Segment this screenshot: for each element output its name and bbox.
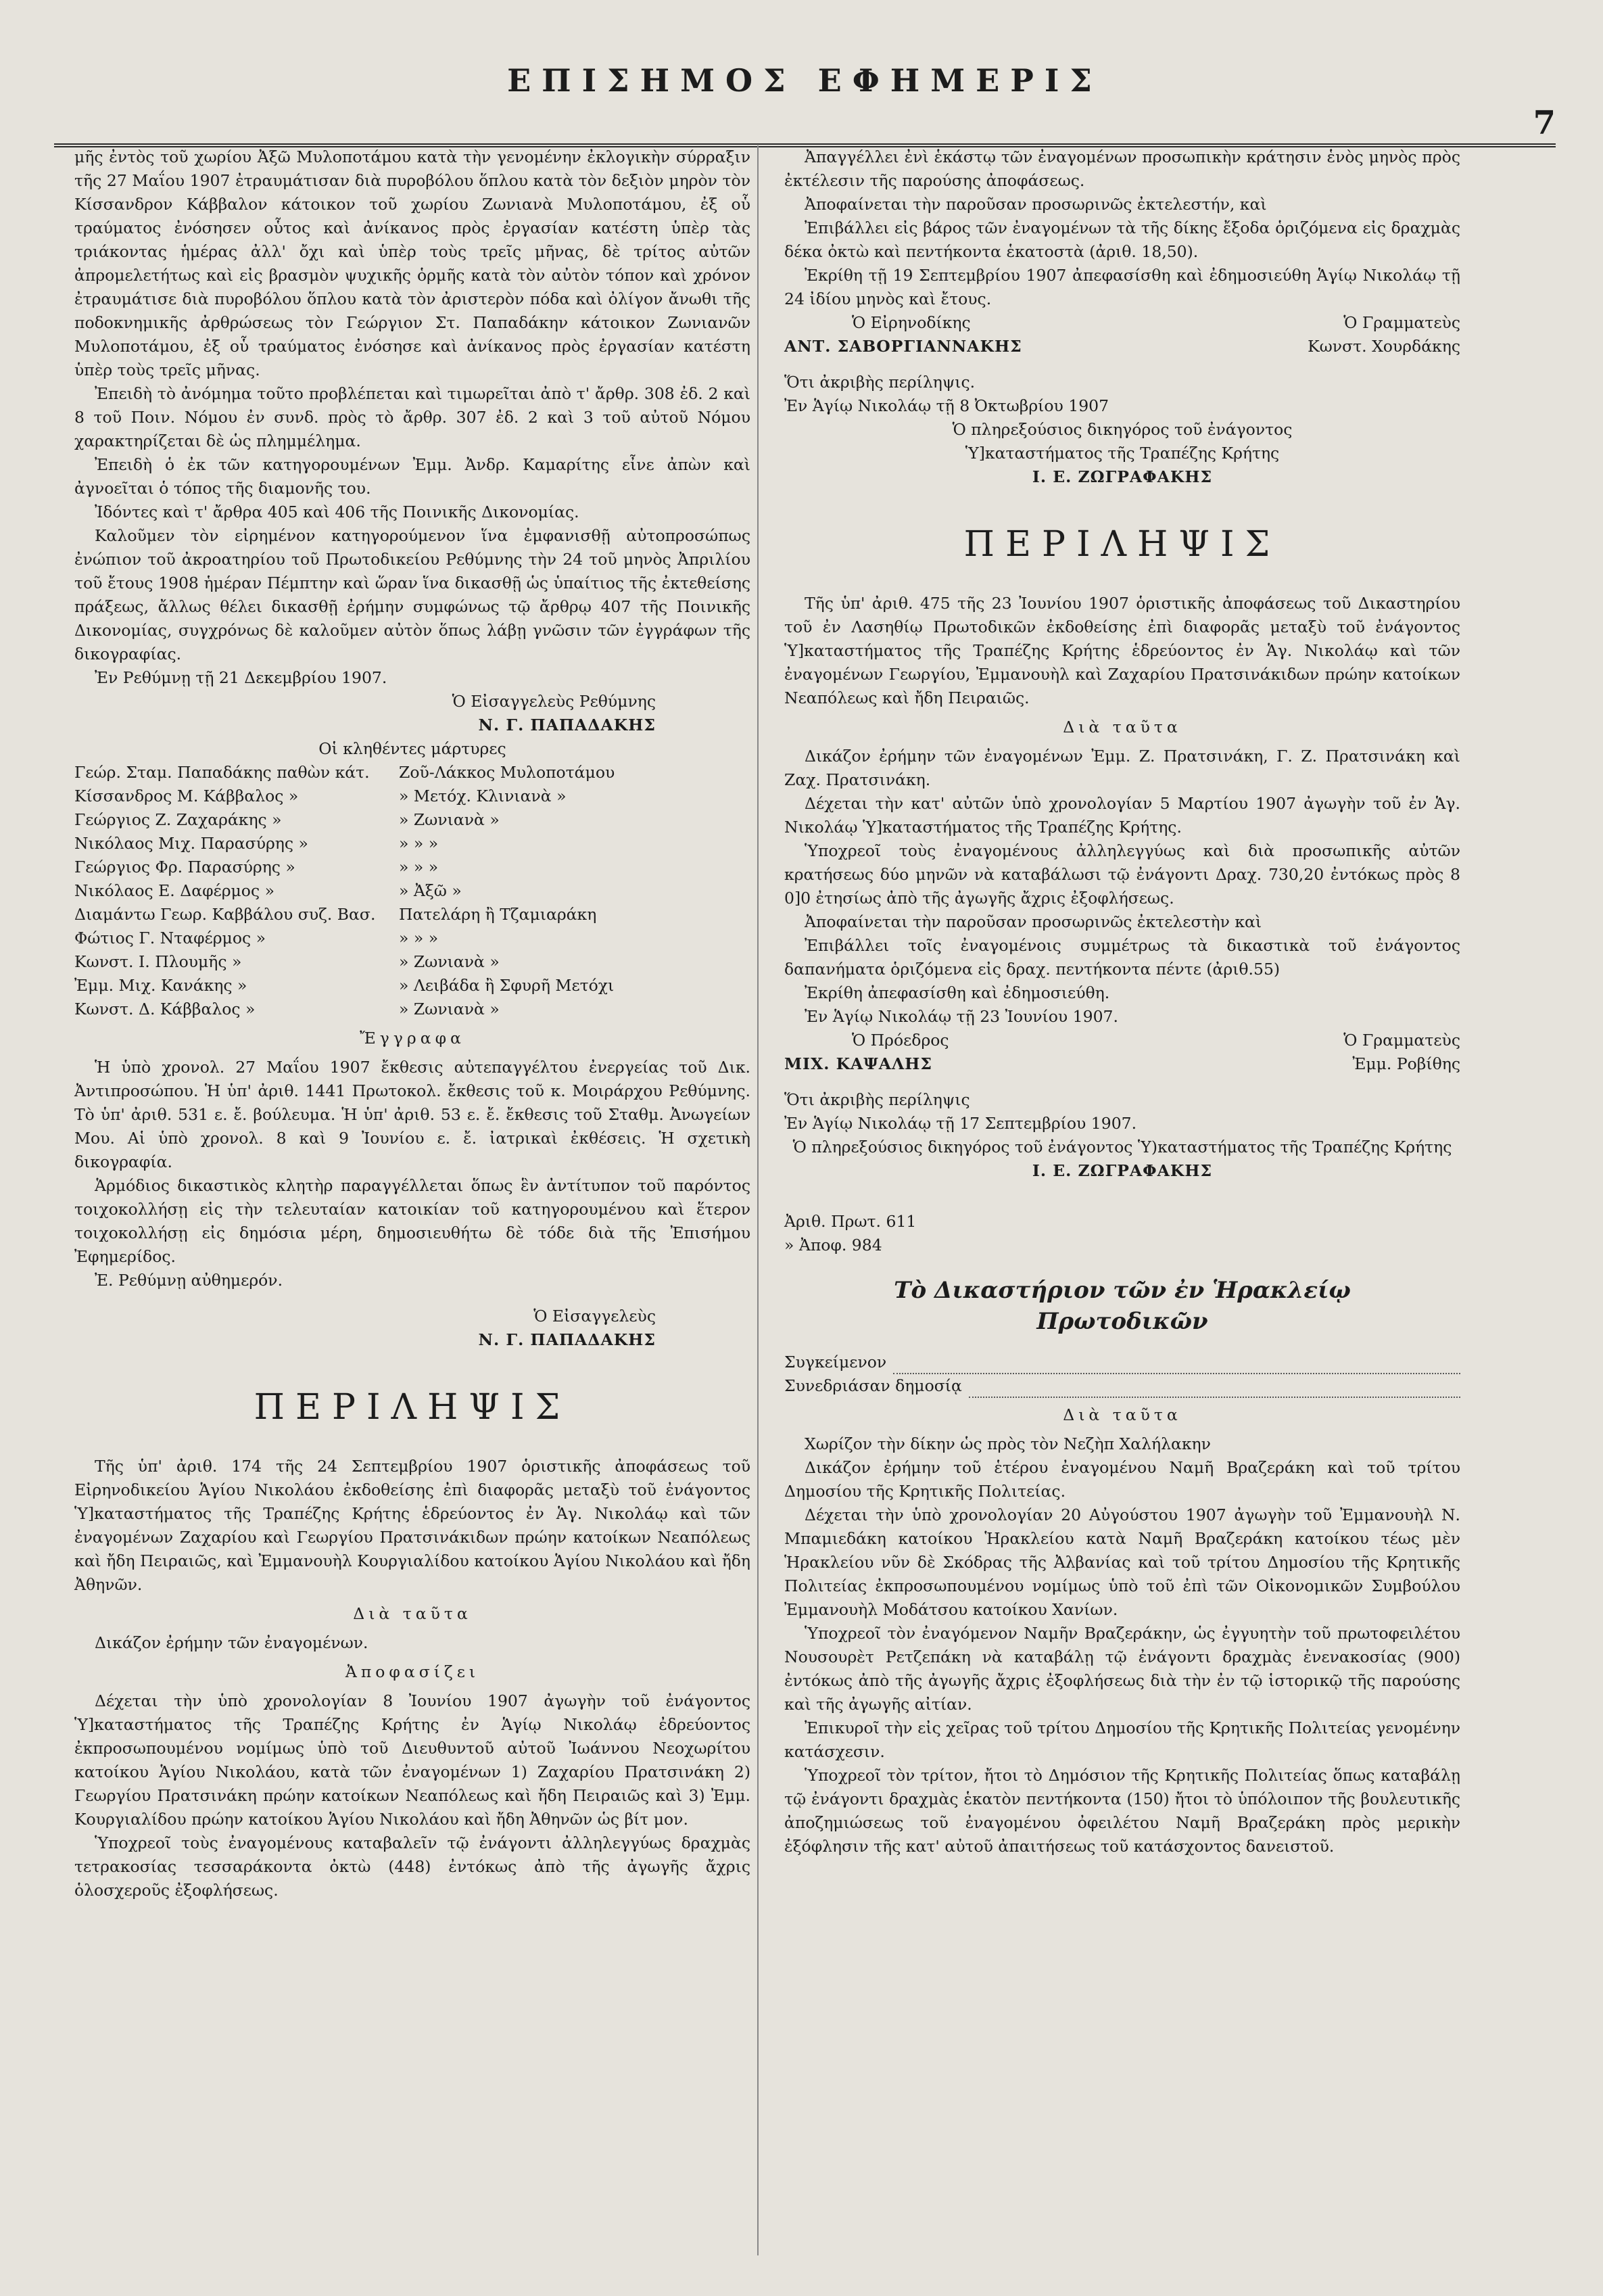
place-date: Ἐν Ἁγίῳ Νικολάῳ τῇ 8 Ὀκτωβρίου 1907 [784, 396, 1109, 415]
witness-place: » Ζωνιανὰ » [399, 1000, 500, 1018]
subheading: Διὰ ταῦτα [353, 1604, 472, 1623]
paragraph: Ἐπικυροῖ τὴν εἰς χεῖρας τοῦ τρίτου Δημοσίου τῆς Κρητικῆς Πολιτείας γενομένην κατάσχεσιν. [784, 1718, 1460, 1761]
signatory-title: Ὁ Εἰσαγγελεὺς [533, 1307, 656, 1326]
subheading: Διὰ ταῦτα [1063, 718, 1182, 736]
paragraph: Δικάζον ἐρήμην τοῦ ἑτέρου ἐναγομένου Ναμῆ Βραζεράκη καὶ τοῦ τρίτου Δημοσίου τῆς Κρητικῆς Πολιτείας. [784, 1458, 1460, 1501]
signatory-name: Ν. Γ. ΠΑΠΑΔΑΚΗΣ [478, 716, 656, 734]
signature-block [74, 1305, 750, 1352]
witness-name: Κωνστ. Δ. Κάββαλος » [74, 1000, 256, 1018]
paragraph: Τῆς ὑπ' ἀριθ. 475 τῆς 23 Ἰουνίου 1907 ὁριστικῆς ἀποφάσεως τοῦ Δικαστηρίου τοῦ ἐν Λασηθίῳ Πρωτοδικῶν ἐκδοθείσης ἐπὶ διαφορᾶς μεταξὺ τοῦ ἐνάγοντος Ὑ]καταστήματος τῆς Τραπέζης Κρήτης ἑδρεύοντος ἐν Ἁγ. Νικολάῳ καὶ τῶν ἐναγομένων Γεωργίου, Ἐμμανουὴλ καὶ Ζαχαρίου Πρατσινάκιδων πρώην κατοίκων Νεαπόλεως καὶ ἤδη Πειραιῶς. [784, 594, 1460, 707]
witness-name: Φώτιος Γ. Νταφέρμος » [74, 929, 266, 947]
signatory-title: Ὁ Πρόεδρος [852, 1031, 949, 1050]
witness-place: » Λειβάδα ἢ Σφυρῆ Μετόχι [399, 976, 615, 995]
paragraph: Ἁρμόδιος δικαστικὸς κλητὴρ παραγγέλλεται ὅπως ἓν ἀντίτυπον τοῦ παρόντος τοιχοκολλήσῃ εἰς τὴν τελευταίαν κατοικίαν τοῦ κατηγορουμένου καὶ ἕτερον τοιχοκολλήσῃ εἰς δημόσια μέρη, δημοσιευθήτω δὲ τόδε διὰ τῆς Ἐπισήμου Ἐφημερίδος. [74, 1176, 750, 1266]
court-title-line: Πρωτοδικῶν [1036, 1308, 1208, 1335]
signatory-title: Ὁ Γραμματεὺς [1343, 1031, 1460, 1050]
paragraph: Ἡ ὑπὸ χρονολ. 27 Μαΐου 1907 ἔκθεσις αὐτεπαγγέλτου ἐνεργείας τοῦ Δικ. Ἀντιπροσώπου. Ἡ ὑπ' ἀριθ. 1441 Πρωτοκολ. ἔκθεσις τοῦ κ. Μοιράρχου Ρεθύμνης. Τὸ ὑπ' ἀριθ. 531 ε. ἔ. βούλευμα. Ἡ ὑπ' ἀριθ. 53 ε. ἔ. ἔκθεσις τοῦ Σταθμ. Ἀνωγείων Μου. Αἱ ὑπὸ χρονολ. 8 καὶ 9 Ἰουνίου ε. ἔ. ἰατρικαὶ ἐκθέσεις. Ἡ σχετικὴ δικογραφία. [74, 1058, 750, 1171]
paragraph: Χωρίζον τὴν δίκην ὡς πρὸς τὸν Νεζὴπ Χαλήλακην [805, 1434, 1211, 1453]
signatory-title: Ὁ Εἰρηνοδίκης [852, 313, 971, 332]
witness-row [74, 974, 750, 998]
reference-numbers [784, 1210, 1460, 1257]
witness-name: Γεώργιος Φρ. Παρασύρης » [74, 858, 295, 876]
signatory-title: Ὁ Εἰσαγγελεὺς Ρεθύμνης [452, 692, 656, 711]
witness-place: » » » [399, 858, 439, 876]
paragraph: Ὑποχρεοῖ τὸν τρίτον, ἤτοι τὸ Δημόσιον τῆς Κρητικῆς Πολιτείας ὅπως καταβάλῃ τῷ ἐνάγοντι δραχμὰς ἑκατὸν πεντήκοντα (150) ἤτοι τὸ ὑπόλοιπον τῆς βουλευτικῆς ἀποζημιώσεως τοῦ ἐναγομένου ὀφειλέτου Ναμῆ Βραζεράκη πρὸς μερικὴν ἐξόφλησιν τῆς κατ' αὐτοῦ ἀπαιτήσεως τοῦ κατάσχοντος δανειστοῦ. [784, 1766, 1460, 1856]
witness-row [74, 879, 750, 903]
paragraph: Ἐκρίθη ἀπεφασίσθη καὶ ἐδημοσιεύθη. [805, 983, 1110, 1002]
witness-name: Γεώρ. Σταμ. Παπαδάκης παθὼν κάτ. [74, 763, 370, 782]
witness-row [74, 998, 750, 1021]
witness-row [74, 761, 750, 784]
witness-place: » Ζωνιανὰ » [399, 952, 500, 971]
paragraph: Δέχεται τὴν ὑπὸ χρονολογίαν 8 Ἰουνίου 1907 ἀγωγὴν τοῦ ἐνάγοντος Ὑ]καταστήματος τῆς Τραπέζης Κρήτης ἐν Ἁγίῳ Νικολάῳ ἐδρεύοντος ἐκπροσωπουμένου νομίμως ὑπὸ τοῦ Διευθυντοῦ αὐτοῦ Ἰωάννου Νεοχωρίτου κατοίκου Ἁγίου Νικολάου, κατὰ τῶν ἐναγομένων 1) Ζαχαρίου Πρατσινάκη 2) Γεωργίου Πρατσινάκη πρώην κατοίκων Νεαπόλεως καὶ ἤδη Πειραιῶς καὶ 3) Ἐμμ. Κουργιαλίδου πρώην κατοίκου Ἁγίου Νικολάου καὶ ἤδη Ἀθηνῶν ὡς βίτ μον. [74, 1691, 750, 1829]
witness-place: Πατελάρη ἢ Τζαμιαράκη [399, 905, 597, 924]
page-number: 7 [1533, 104, 1556, 142]
signatory-name: ΑΝΤ. ΣΑΒΟΡΓΙΑΝΝΑΚΗΣ [784, 337, 1022, 356]
paragraph: Δικάζον ἐρήμην τῶν ἐναγομένων. [95, 1633, 368, 1652]
signature-names [784, 335, 1460, 358]
witness-place: » » » [399, 929, 439, 947]
signature-names [784, 1052, 1460, 1076]
signature-block [74, 690, 750, 737]
witness-name: Διαμάντω Γεωρ. Καββάλου συζ. Βασ. [74, 905, 376, 924]
signatory-name: Κωνστ. Χουρδάκης [1308, 337, 1460, 356]
paragraph: Ἀποφαίνεται τὴν παροῦσαν προσωρινῶς ἐκτελεστὴν καὶ [805, 912, 1262, 931]
place-date: Ἐ. Ρεθύμνῃ αὐθημερόν. [95, 1271, 283, 1290]
newspaper-title: ΕΠΙΣΗΜΟΣ ΕΦΗΜΕΡΙΣ [507, 62, 1103, 99]
witness-row [74, 903, 750, 927]
signature-titles [784, 1029, 1460, 1052]
signatory-title: Ὁ πληρεξούσιος δικηγόρος τοῦ ἐνάγοντος [952, 420, 1293, 439]
subheading: Ἀποφασίζει [345, 1662, 480, 1681]
witness-name: Κίσσανδρος Μ. Κάββαλος » [74, 787, 299, 805]
court-title [784, 1275, 1460, 1337]
documents-heading: Ἔγγραφα [360, 1029, 465, 1048]
paragraph: Δέχεται τὴν κατ' αὐτῶν ὑπὸ χρονολογίαν 5 Μαρτίου 1907 ἀγωγὴν τοῦ ἐν Ἁγ. Νικολάῳ Ὑ]καταστήματος τῆς Τραπέζης Κρήτης. [784, 794, 1460, 837]
signatory-name: Ν. Γ. ΠΑΠΑΔΑΚΗΣ [478, 1330, 656, 1349]
witness-list [74, 761, 750, 1021]
witness-name: Ἐμμ. Μιχ. Κανάκης » [74, 976, 247, 995]
decision-number: » Ἀποφ. 984 [784, 1236, 882, 1255]
witness-place: » Ζωνιανὰ » [399, 810, 500, 829]
paragraph: Ὑποχρεοῖ τὸν ἐναγόμενον Ναμῆν Βραζεράκην, ὡς ἐγγυητὴν τοῦ πρωτοφειλέτου Νουσουρὲτ Ρετζεπάκη νὰ καταβάλῃ τῷ ἐνάγοντι δραχμὰς ἐνενακοσίας (900) ἐντόκως ἀπὸ τῆς ἀγωγῆς ἄχρις ἐξοφλήσεως διὰ τὴν ἐν τῷ ἱστορικῷ τῆς παρούσης καὶ τῆς ἀγωγῆς αἰτίαν. [784, 1624, 1460, 1714]
paragraph: Δέχεται τὴν ὑπὸ χρονολογίαν 20 Αὐγούστου 1907 ἀγωγὴν τοῦ Ἐμμανουὴλ Ν. Μπαμιεδάκη κατοίκου Ἡρακλείου κατὰ Ναμῆ Βραζεράκη κατοίκου τέως μὲν Ἡρακλείου νῦν δὲ Σκόδρας τῆς Ἀλβανίας καὶ τοῦ τρίτου Δημοσίου τῆς Κρητικῆς Πολιτείας ἐκπροσωπουμένου νομίμως ὑπὸ τοῦ ἐπὶ τῶν Οἰκονομικῶν Συμβούλου Ἐμμανουὴλ Μοδάτσου κατοίκου Χανίων. [784, 1505, 1460, 1619]
witness-name: Γεώργιος Ζ. Ζαχαράκης » [74, 810, 282, 829]
signatory-name: Ἐμμ. Ροβίθης [1352, 1054, 1460, 1073]
paragraph: Ἐπειδὴ τὸ ἀνόμημα τοῦτο προβλέπεται καὶ τιμωρεῖται ἀπὸ τ' ἄρθρ. 308 ἐδ. 2 καὶ 8 τοῦ Ποιν. Νόμου ἐν συνδ. πρὸς τὸ ἄρθρ. 307 ἐδ. 2 καὶ 3 τοῦ αὐτοῦ Νόμου χαρακτηρίζεται δὲ ὡς πλημμέλημα. [74, 384, 750, 450]
signatory-name: ΜΙΧ. ΚΑΨΑΛΗΣ [784, 1054, 933, 1073]
right-column [784, 145, 1460, 1858]
section-heading: ΠΕΡΙΛΗΨΙΣ [254, 1387, 571, 1428]
section-heading: ΠΕΡΙΛΗΨΙΣ [963, 524, 1281, 565]
witness-name: Κωνστ. Ι. Πλουμῆς » [74, 952, 242, 971]
paragraph: Καλοῦμεν τὸν εἰρημένον κατηγορούμενον ἵνα ἐμφανισθῇ αὐτοπροσώπως ἐνώπιον τοῦ ἀκροατηρίου τοῦ Πρωτοδικείου Ρεθύμνης τὴν 24 τοῦ μηνὸς Ἀπριλίου τοῦ ἔτους 1908 ἡμέραν Πέμπτην καὶ ὥραν ἵνα δικασθῇ ὡς ὑπαίτιος τῆς ἐκτεθείσης πράξεως, ἄλλως θέλει δικασθῇ ἐρήμην συμφώνως τῷ ἄρθρῳ 407 τῆς Ποινικῆς Δικονομίας, συγχρόνως δὲ καλοῦμεν αὐτὸν ὅπως λάβῃ γνῶσιν τῶν ἐγγράφων τῆς δικογραφίας. [74, 526, 750, 663]
place-date: Ἐν Ἁγίῳ Νικολάῳ τῇ 23 Ἰουνίου 1907. [805, 1007, 1118, 1026]
witness-heading: Οἱ κληθέντες μάρτυρες [318, 739, 506, 758]
paragraph: Τῆς ὑπ' ἀριθ. 174 τῆς 24 Σεπτεμβρίου 1907 ὁριστικῆς ἀποφάσεως τοῦ Εἰρηνοδικείου Ἁγίου Νικολάου ἐκδοθείσης ἐπὶ διαφορᾶς μεταξὺ τοῦ ἐνάγοντος Ὑ]καταστήματος τῆς Τραπέζης Κρήτης ἑδρεύοντος ἐν Ἁγ. Νικολάῳ καὶ τῶν ἐναγομένων Ζαχαρίου καὶ Γεωργίου Πρατσινάκιδων πρώην κατοίκων Νεαπόλεως καὶ ἤδη Πειραιῶς, καὶ Ἐμμανουὴλ Κουργιαλίδου κατοίκου Ἁγίου Νικολάου καὶ ἤδη Ἀθηνῶν. [74, 1457, 750, 1594]
signatory-name: Ι. Ε. ΖΩΓΡΑΦΑΚΗΣ [1032, 1161, 1213, 1180]
witness-place: Ζοῦ-Λάκκος Μυλοποτάμου [399, 763, 615, 782]
left-column [74, 145, 750, 1902]
witness-row [74, 856, 750, 879]
signatory-title: Ὁ Γραμματεὺς [1343, 313, 1460, 332]
witness-row [74, 784, 750, 808]
form-label: Συγκείμενον [784, 1353, 887, 1372]
witness-row [74, 808, 750, 832]
form-field [784, 1374, 1460, 1398]
place-date: Ἐν Ρεθύμνῃ τῇ 21 Δεκεμβρίου 1907. [95, 668, 387, 687]
witness-row [74, 950, 750, 974]
paragraph: Ἐκρίθη τῇ 19 Σεπτεμβρίου 1907 ἀπεφασίσθη καὶ ἐδημοσιεύθη Ἁγίῳ Νικολάῳ τῇ 24 ἰδίου μηνὸς καὶ ἔτους. [784, 266, 1460, 308]
page-header [54, 62, 1556, 147]
certification: Ὅτι ἀκριβὴς περίληψις [784, 1090, 970, 1109]
paragraph: Ἀπαγγέλλει ἐνὶ ἑκάστῳ τῶν ἐναγομένων προσωπικὴν κράτησιν ἑνὸς μηνὸς πρὸς ἐκτέλεσιν τῆς παρούσης ἀποφάσεως. [784, 147, 1460, 190]
paragraph: Ὑποχρεοῖ τοὺς ἐναγομένους ἀλληλεγγύως καὶ διὰ προσωπικῆς αὐτῶν κρατήσεως δύο μηνῶν νὰ καταβάλωσι τῷ ἐνάγοντι Δραχ. 730,20 ἐντόκως πρὸς 8 0]0 ἐτησίως ἀπὸ τῆς ἀγωγῆς ἄχρις ἐξοφλήσεως. [784, 841, 1460, 908]
subheading: Διὰ ταῦτα [1063, 1405, 1182, 1424]
paragraph: Ἰδόντες καὶ τ' ἄρθρα 405 καὶ 406 τῆς Ποινικῆς Δικονομίας. [95, 502, 579, 521]
paragraph: Ἐπειδὴ ὁ ἐκ τῶν κατηγορουμένων Ἐμμ. Ἀνδρ. Καμαρίτης εἶνε ἀπὼν καὶ ἀγνοεῖται ὁ τόπος τῆς διαμονῆς του. [74, 455, 750, 498]
paragraph: Ἐπιβάλλει τοῖς ἐναγομένοις συμμέτρως τὰ δικαστικὰ τοῦ ἐνάγοντος δαπανήματα ὁριζόμενα εἰς δραχ. πεντήκοντα πέντε (ἀριθ.55) [784, 936, 1460, 979]
certification: Ὅτι ἀκριβὴς περίληψις. [784, 373, 976, 392]
witness-row [74, 927, 750, 950]
witness-place: » Μετόχ. Κλινιανὰ » [399, 787, 567, 805]
paragraph: Ἐπιβάλλει εἰς βάρος τῶν ἐναγομένων τὰ τῆς δίκης ἔξοδα ὁριζόμενα εἰς δραχμὰς δέκα ὀκτὼ καὶ πεντήκοντα ἑκατοστὰ (ἀριθ. 18,50). [784, 218, 1460, 261]
witness-name: Νικόλαος Μιχ. Παρασύρης » [74, 834, 308, 853]
paragraph: Ἀποφαίνεται τὴν παροῦσαν προσωρινῶς ἐκτελεστήν, καὶ [805, 195, 1267, 214]
witness-place: » » » [399, 834, 439, 853]
signatory-title: Ὁ πληρεξούσιος δικηγόρος τοῦ ἐνάγοντος Ὑ)καταστήματος τῆς Τραπέζης Κρήτης [792, 1138, 1452, 1156]
signatory-name: Ι. Ε. ΖΩΓΡΑΦΑΚΗΣ [1032, 467, 1213, 486]
paragraph: μῆς ἐντὸς τοῦ χωρίου Ἀξῶ Μυλοποτάμου κατὰ τὴν γενομένην ἐκλογικὴν σύρραξιν τῆς 27 Μαΐου 1907 ἐτραυμάτισαν διὰ πυροβόλου ὅπλου κατὰ τὸν δεξιὸν μηρὸν τὸν Κίσσανδρον Κάββαλον κάτοικον τοῦ χωρίου Ζωνιανὰ Μυλοποτάμου, ἐξ οὗ τραύματος ἐνόσησεν οὗτος καὶ ἀνίκανος πρὸς ἐργασίαν κατέστη ὑπὲρ τὰς τριάκοντας ἡμέρας ἀλλ' ὄχι καὶ ὑπὲρ τοὺς τρεῖς μῆνας, δὲ τρίτος αὐτῶν ἀπρομελετήτως καὶ εἰς βρασμὸν ψυχικῆς ὁρμῆς κατὰ τὸν αὐτὸν τόπον καὶ χρόνον ἐτραυμάτισε διὰ πυροβόλου ὅπλου κατὰ τὸν ἀριστερὸν πόδα καὶ ὀλίγον ἄνωθι τῆς ποδοκνημικῆς ἀρθρώσεως τὸν Γεώργιον Στ. Παπαδάκην κάτοικον Ζωνιανῶν Μυλοποτάμου, ἐξ οὗ τραύματος ἐνόσησε καὶ ἀνίκανος πρὸς ἐργασίαν κατέστη ὑπὲρ τοὺς τρεῖς μῆνας. [74, 147, 750, 379]
column-divider [757, 145, 759, 2255]
witness-name: Νικόλαος Ε. Δαφέρμος » [74, 881, 274, 900]
form-label: Συνεδριάσαν δημοσίᾳ [784, 1376, 962, 1395]
signature-titles [784, 311, 1460, 335]
paragraph: Ὑποχρεοῖ τοὺς ἐναγομένους καταβαλεῖν τῷ ἐνάγοντι ἀλληλεγγύως δραχμὰς τετρακοσίας τεσσαράκοντα ὀκτὼ (448) ἐντόκως ἀπὸ τῆς ἀγωγῆς ἄχρις ὁλοσχεροῦς ἐξοφλήσεως. [74, 1833, 750, 1900]
place-date: Ἐν Ἁγίῳ Νικολάῳ τῇ 17 Σεπτεμβρίου 1907. [784, 1114, 1137, 1133]
paragraph: Δικάζον ἐρήμην τῶν ἐναγομένων Ἐμμ. Ζ. Πρατσινάκη, Γ. Ζ. Πρατσινάκη καὶ Ζαχ. Πρατσινάκη. [784, 747, 1460, 789]
witness-place: » Ἀξῶ » [399, 881, 462, 900]
court-title-line: Τὸ Δικαστήριον τῶν ἐν Ἡρακλείῳ [894, 1277, 1351, 1304]
form-field [784, 1351, 1460, 1374]
protocol-number: Ἀριθ. Πρωτ. 611 [784, 1212, 917, 1231]
witness-row [74, 832, 750, 856]
signatory-title: Ὑ]καταστήματος τῆς Τραπέζης Κρήτης [965, 444, 1280, 463]
